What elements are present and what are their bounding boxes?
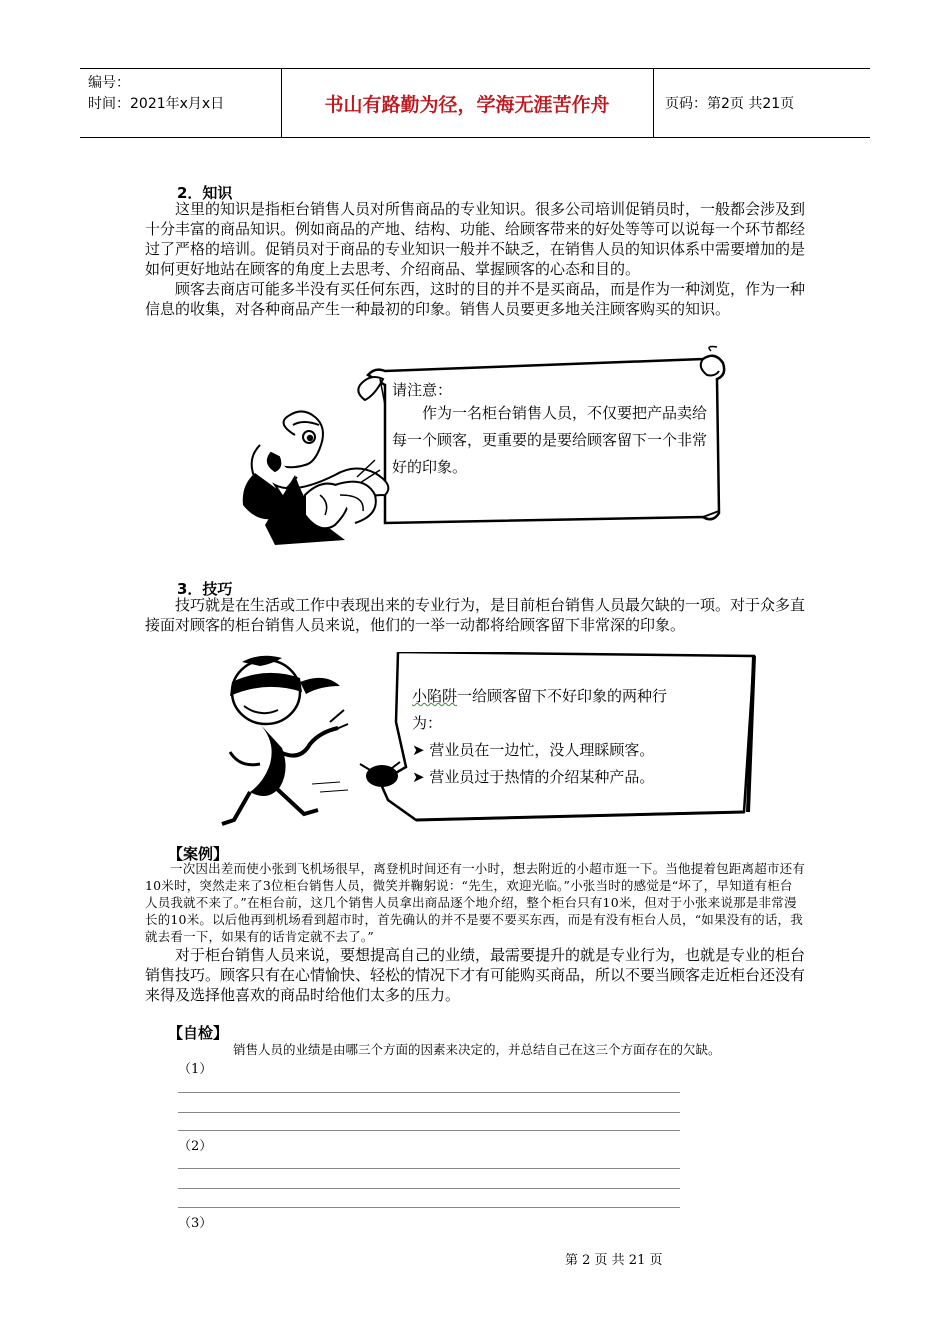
header-divider xyxy=(653,69,654,137)
pitfall-item xyxy=(412,737,682,764)
selfcheck-heading: 【自检】 xyxy=(168,1024,229,1042)
pitfall-title-underlined: 小陷阱 xyxy=(412,687,458,705)
answer-line[interactable] xyxy=(178,1112,680,1113)
arrowhead-bullet-icon: ➤ xyxy=(412,741,425,759)
date-label: 时间：2021年x月x日 xyxy=(88,96,225,112)
note-body: 作为一名柜台销售人员，不仅要把产品卖给每一个顾客，更重要的是要给顾客留下一个非常好的印象。 xyxy=(392,404,708,476)
answer-line[interactable] xyxy=(178,1130,680,1131)
case-text: 一次因出差而使小张到飞机场很早，离登机时间还有一小时，想去附近的小超市逛一下。当他提着包距离超市还有10米时，突然走来了3位柜台销售人员，微笑并鞠躬说：“先生，欢迎光临。”小张当时的感觉是“坏了，早知道有柜台人员我就不来了。”在柜台前，这几个销售人员拿出商品逐个地介绍，整个柜台只有10米，但对于小张来说那是非常漫长的10米。以后他再到机场看到超市时，首先确认的并不是要不要买东西，而是有没有柜台人员，“如果没有的话，我就去看一下，如果有的话肯定就不去了。” xyxy=(145,861,806,944)
answer-label: （1） xyxy=(178,1062,213,1077)
note-title: 请注意： xyxy=(392,381,453,399)
case-conclusion: 对于柜台销售人员来说，要想提高自己的业绩，最需要提升的就是专业行为，也就是专业的柜台销售技巧。顾客只有在心情愉快、轻松的情况下才有可能购买商品，所以不要当顾客走近柜台还没有来得及选择他喜欢的商品时给他们太多的压力。 xyxy=(145,946,806,1004)
answer-label: （2） xyxy=(178,1139,213,1154)
section2-body xyxy=(145,199,815,319)
pitfall-text xyxy=(412,683,682,791)
case-conclusion-block xyxy=(145,945,815,1005)
pitfall-title xyxy=(412,683,682,737)
selfcheck-question: 销售人员的业绩是由哪三个方面的因素来决定的，并总结自己在这三个方面存在的欠缺。 xyxy=(233,1042,721,1057)
section3-body xyxy=(145,595,815,635)
answer-label: （3） xyxy=(178,1216,213,1231)
paragraph: 顾客去商店可能多半没有买任何东西，这时的目的并不是买商品，而是作为一种浏览，作为一种信息的收集，对各种商品产生一种最初的印象。销售人员要更多地关注顾客购买的知识。 xyxy=(145,280,806,318)
answer-line[interactable] xyxy=(178,1188,680,1189)
pitfall-item xyxy=(412,764,682,791)
header-motto: 书山有路勤为径，学海无涯苦作舟 xyxy=(324,93,610,116)
answer-line[interactable] xyxy=(178,1207,680,1208)
paragraph: 这里的知识是指柜台销售人员对所售商品的专业知识。很多公司培训促销员时，一般都会涉及到十分丰富的商品知识。例如商品的产地、结构、功能、给顾客带来的好处等等可以说每一个环节都经过了严格的培训。促销员对于商品的专业知识一般并不缺乏，在销售人员的知识体系中需要增加的是如何更好地站在顾客的角度上去思考、介绍商品、掌握顾客的心态和目的。 xyxy=(145,200,806,278)
header-meta xyxy=(88,73,224,115)
pitfall-item-text: 营业员过于热情的介绍某种产品。 xyxy=(429,768,655,786)
arrowhead-bullet-icon: ➤ xyxy=(412,768,425,786)
page-footer: 第 2 页 共 21 页 xyxy=(565,1253,663,1268)
pitfall-item-text: 营业员在一边忙，没人理睬顾客。 xyxy=(429,741,655,759)
pitfall-title-rest: 一给顾客留下不好印象的两种行为： xyxy=(412,687,668,732)
case-heading: 【案例】 xyxy=(168,845,229,863)
paragraph: 技巧就是在生活或工作中表现出来的专业行为，是目前柜台销售人员最欠缺的一项。对于众多直接面对顾客的柜台销售人员来说，他们的一举一动都将给顾客留下非常深的印象。 xyxy=(145,596,806,634)
section-heading: 2．知识 xyxy=(177,184,233,202)
header-page-label: 页码：第2页 共21页 xyxy=(665,96,795,112)
note-text xyxy=(392,379,714,481)
serial-label: 编号： xyxy=(88,75,130,91)
section-heading: 3．技巧 xyxy=(177,580,233,598)
page-header xyxy=(80,68,870,138)
case-text-block xyxy=(145,860,805,945)
answer-line[interactable] xyxy=(178,1168,680,1169)
answer-line[interactable] xyxy=(178,1092,680,1093)
